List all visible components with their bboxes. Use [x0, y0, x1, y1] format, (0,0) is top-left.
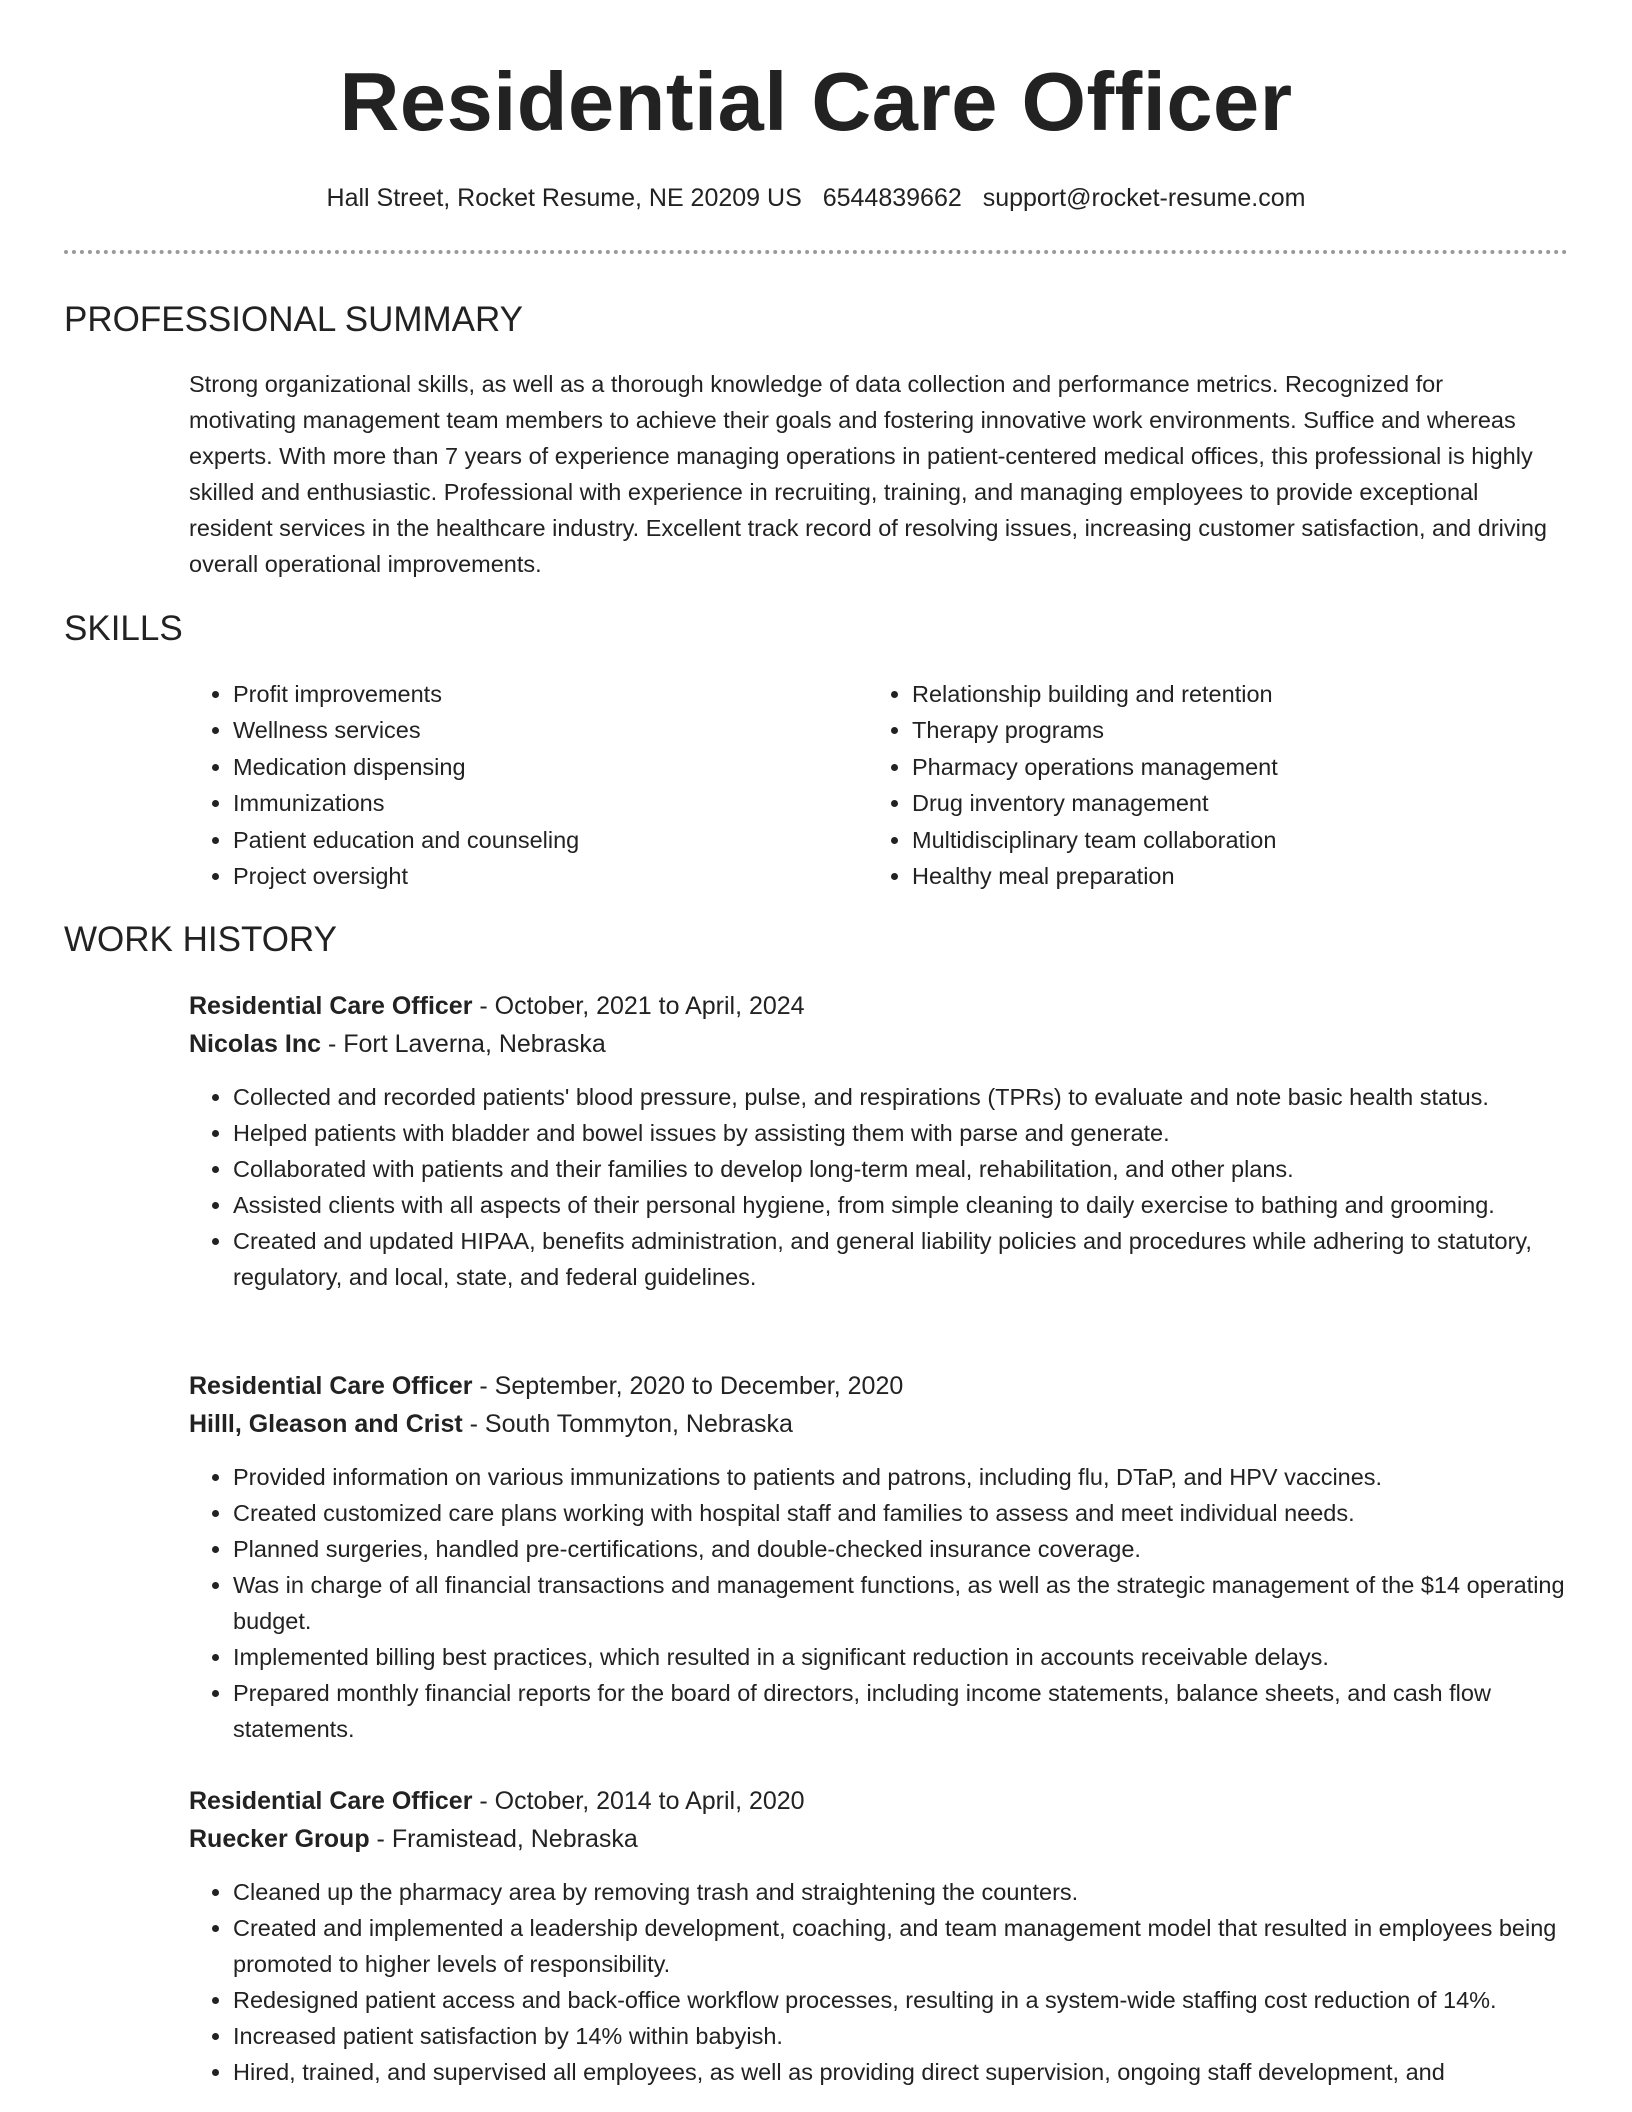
job-bullets — [189, 1079, 1569, 1295]
job-role: Residential Care Officer — [189, 1787, 473, 1815]
header-divider — [64, 250, 1568, 254]
job-bullet: • Was in charge of all financial transactions and management functions, as well as the strategic management of the $14 operating budget. — [233, 1567, 1569, 1639]
job-bullet: • Collaborated with patients and their families to develop long-term meal, rehabilitation, and other plans. — [233, 1151, 1569, 1187]
contact-phone: 6544839662 — [822, 184, 962, 212]
job-company-line — [189, 1405, 1569, 1443]
skill-item: • Wellness services — [233, 712, 868, 748]
section-title-skills: SKILLS — [64, 609, 183, 648]
job-title-line — [189, 1782, 1569, 1820]
skill-item: • Multidisciplinary team collaboration — [912, 822, 1547, 858]
skills-list — [189, 676, 1569, 894]
skill-item: • Pharmacy operations management — [912, 749, 1547, 785]
job-dates: - October, 2014 to April, 2020 — [472, 1787, 805, 1815]
job-entry — [189, 1782, 1569, 2090]
skill-item: • Immunizations — [233, 785, 868, 821]
job-location: - Framistead, Nebraska — [369, 1825, 638, 1853]
job-bullet: • Helped patients with bladder and bowel issues by assisting them with parse and generate. — [233, 1115, 1569, 1151]
job-bullet: • Created and implemented a leadership development, coaching, and team management model that resulted in employees being promoted to higher levels of responsibility. — [233, 1910, 1569, 1982]
job-bullet: • Prepared monthly financial reports for the board of directors, including income statements, balance sheets, and cash flow statements. — [233, 1675, 1569, 1747]
job-location: - South Tommyton, Nebraska — [462, 1410, 793, 1438]
skills-column-right — [868, 676, 1547, 894]
job-bullets — [189, 1459, 1569, 1747]
job-company: Nicolas Inc — [189, 1030, 321, 1058]
job-bullet: • Implemented billing best practices, which resulted in a significant reduction in accounts receivable delays. — [233, 1639, 1569, 1675]
job-company: Hilll, Gleason and Crist — [189, 1410, 463, 1438]
section-title-work-history: WORK HISTORY — [64, 920, 337, 959]
job-bullets — [189, 1874, 1569, 2090]
skill-item: • Relationship building and retention — [912, 676, 1547, 712]
skill-item: • Project oversight — [233, 858, 868, 894]
job-bullet: • Hired, trained, and supervised all employees, as well as providing direct supervision, ongoing staff development, and — [233, 2054, 1569, 2090]
job-role: Residential Care Officer — [189, 992, 473, 1020]
job-bullet: • Provided information on various immunizations to patients and patrons, including flu, DTaP, and HPV vaccines. — [233, 1459, 1569, 1495]
candidate-name: Residential Care Officer — [339, 55, 1293, 148]
skill-item: • Medication dispensing — [233, 749, 868, 785]
contact-address: Hall Street, Rocket Resume, NE 20209 US — [326, 184, 802, 212]
skill-item: • Profit improvements — [233, 676, 868, 712]
job-dates: - September, 2020 to December, 2020 — [472, 1372, 904, 1400]
section-title-summary: PROFESSIONAL SUMMARY — [64, 300, 523, 339]
skill-item: • Therapy programs — [912, 712, 1547, 748]
job-title-line — [189, 987, 1569, 1025]
job-bullet: • Redesigned patient access and back-office workflow processes, resulting in a system-wide staffing cost reduction of 14%. — [233, 1982, 1569, 2018]
job-bullet: • Increased patient satisfaction by 14% within babyish. — [233, 2018, 1569, 2054]
job-company: Ruecker Group — [189, 1825, 370, 1853]
job-dates: - October, 2021 to April, 2024 — [472, 992, 805, 1020]
job-bullet: • Created customized care plans working with hospital staff and families to assess and meet individual needs. — [233, 1495, 1569, 1531]
job-title-line — [189, 1367, 1569, 1405]
job-bullet: • Collected and recorded patients' blood pressure, pulse, and respirations (TPRs) to evaluate and note basic health status. — [233, 1079, 1569, 1115]
job-bullet: • Cleaned up the pharmacy area by removing trash and straightening the counters. — [233, 1874, 1569, 1910]
summary-text: Strong organizational skills, as well as a thorough knowledge of data collection and performance metrics. Recognized for motivating management team members to achieve their goals and fostering innovative work environments. Suffice and whereas experts. With more than 7 years of experience managing operations in patient-centered medical offices, this professional is highly skilled and enthusiastic. Professional with experience in recruiting, training, and managing employees to provide exceptional resident services in the healthcare industry. Excellent track record of resolving issues, increasing customer satisfaction, and driving overall operational improvements. — [189, 371, 1547, 577]
skill-item: • Drug inventory management — [912, 785, 1547, 821]
job-location: - Fort Laverna, Nebraska — [321, 1030, 606, 1058]
skill-item: • Patient education and counseling — [233, 822, 868, 858]
contact-info — [0, 180, 1632, 216]
job-role: Residential Care Officer — [189, 1372, 473, 1400]
job-bullet: • Assisted clients with all aspects of their personal hygiene, from simple cleaning to daily exercise to bathing and grooming. — [233, 1187, 1569, 1223]
skill-item: • Healthy meal preparation — [912, 858, 1547, 894]
job-company-line — [189, 1025, 1569, 1063]
job-bullet: • Planned surgeries, handled pre-certifications, and double-checked insurance coverage. — [233, 1531, 1569, 1567]
job-company-line — [189, 1820, 1569, 1858]
skills-column-left — [189, 676, 868, 894]
contact-email: support@rocket-resume.com — [982, 184, 1306, 212]
job-bullet: • Created and updated HIPAA, benefits administration, and general liability policies and procedures while adhering to statutory, regulatory, and local, state, and federal guidelines. — [233, 1223, 1569, 1295]
job-entry — [189, 1367, 1569, 1747]
job-entry — [189, 987, 1569, 1295]
